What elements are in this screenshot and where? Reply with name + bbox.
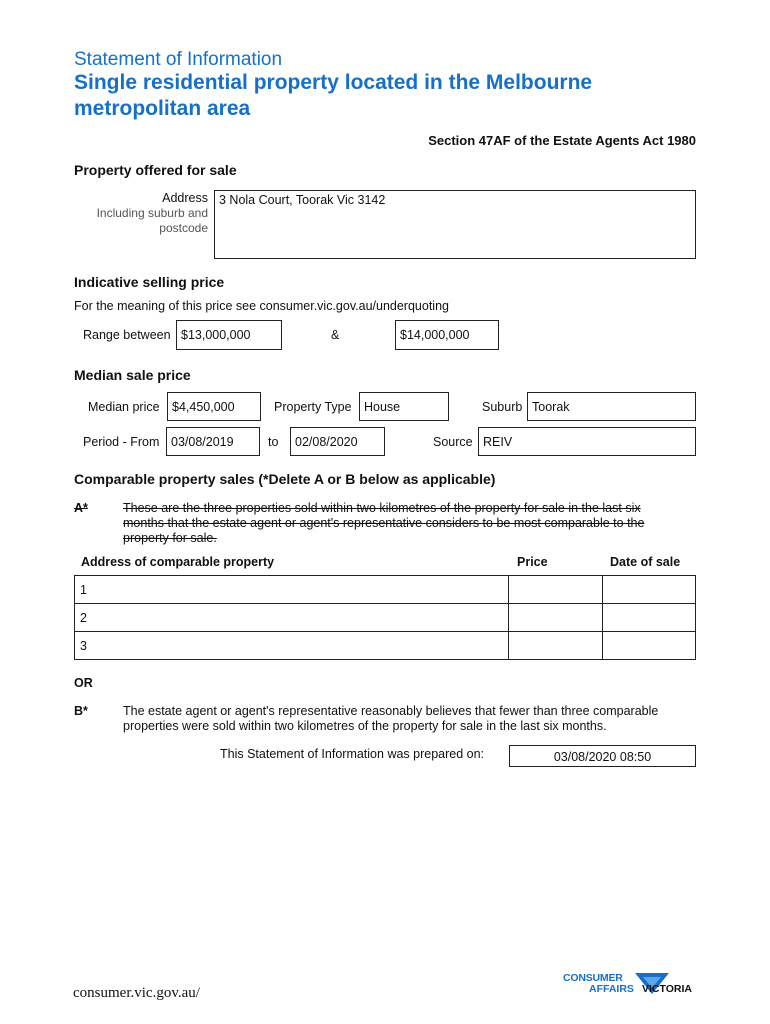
comparable-price-cell[interactable] — [509, 604, 603, 632]
property-heading: Property offered for sale — [74, 162, 237, 178]
document-kicker: Statement of Information — [74, 49, 283, 70]
range-label: Range between — [83, 328, 171, 342]
logo-line1: CONSUMER — [563, 972, 623, 984]
median-price-field[interactable]: $4,450,000 — [167, 392, 261, 421]
comparable-address-cell[interactable]: 2 — [75, 604, 509, 632]
document-title-line1: Single residential property located in the Melbourne — [74, 71, 593, 94]
comparable-date-cell[interactable] — [603, 604, 696, 632]
section-reference: Section 47AF of the Estate Agents Act 1980 — [428, 133, 696, 148]
option-a-text-2: months that the estate agent or agent's representative considers to be most comparable to the — [123, 516, 645, 530]
median-price-label: Median price — [88, 400, 160, 414]
option-b-text-1: The estate agent or agent's representative reasonably believes that fewer than three comparable — [123, 704, 659, 718]
suburb-label: Suburb — [482, 400, 523, 414]
suburb-field[interactable]: Toorak — [527, 392, 696, 421]
comparable-heading: Comparable property sales (*Delete A or B below as applicable) — [74, 471, 496, 487]
prepared-on-field[interactable]: 03/08/2020 08:50 — [509, 745, 696, 767]
source-field[interactable]: REIV — [478, 427, 696, 456]
option-a-text-3: property for sale. — [123, 531, 217, 545]
table-row — [75, 632, 696, 660]
indicative-note: For the meaning of this price see consumer.vic.gov.au/underquoting — [74, 299, 449, 313]
consumer-affairs-logo — [563, 970, 703, 998]
comparable-price-cell[interactable] — [509, 576, 603, 604]
comparable-price-cell[interactable] — [509, 632, 603, 660]
col-address-header: Address of comparable property — [81, 555, 275, 569]
comparable-address-cell[interactable]: 3 — [75, 632, 509, 660]
option-b-marker: B* — [74, 704, 88, 718]
source-label: Source — [433, 435, 473, 449]
address-field[interactable]: 3 Nola Court, Toorak Vic 3142 — [214, 190, 696, 259]
address-label: Address — [162, 191, 208, 205]
table-row — [75, 604, 696, 632]
comparable-address-cell[interactable]: 1 — [75, 576, 509, 604]
period-to-label: to — [268, 435, 279, 449]
table-row — [75, 576, 696, 604]
document-title-line2: metropolitan area — [74, 97, 251, 120]
period-from-label: Period - From — [83, 435, 160, 449]
or-divider: OR — [74, 676, 93, 690]
address-sublabel-2: postcode — [159, 221, 208, 235]
option-b-text-2: properties were sold within two kilometres of the property for sale in the last six months. — [123, 719, 607, 733]
property-type-label: Property Type — [274, 400, 352, 414]
option-a-marker: A* — [74, 501, 88, 515]
comparable-date-cell[interactable] — [603, 632, 696, 660]
comparable-date-cell[interactable] — [603, 576, 696, 604]
range-ampersand: & — [331, 328, 340, 342]
logo-line2: AFFAIRS — [589, 983, 634, 995]
indicative-heading: Indicative selling price — [74, 274, 225, 290]
address-sublabel-1: Including suburb and — [96, 206, 208, 220]
range-high-field[interactable]: $14,000,000 — [395, 320, 499, 350]
footer-url[interactable]: consumer.vic.gov.au/ — [73, 985, 200, 1001]
period-from-field[interactable]: 03/08/2019 — [166, 427, 260, 456]
col-price-header: Price — [517, 555, 548, 569]
property-type-field[interactable]: House — [359, 392, 449, 421]
period-to-field[interactable]: 02/08/2020 — [290, 427, 385, 456]
range-low-field[interactable]: $13,000,000 — [176, 320, 282, 350]
logo-word: VICTORIA — [642, 983, 692, 995]
median-heading: Median sale price — [74, 367, 191, 383]
comparable-table — [74, 575, 696, 660]
col-date-header: Date of sale — [610, 555, 681, 569]
option-a-text-1: These are the three properties sold within two kilometres of the property for sale in the last six — [123, 501, 641, 515]
prepared-on-label: This Statement of Information was prepared on: — [220, 747, 485, 761]
